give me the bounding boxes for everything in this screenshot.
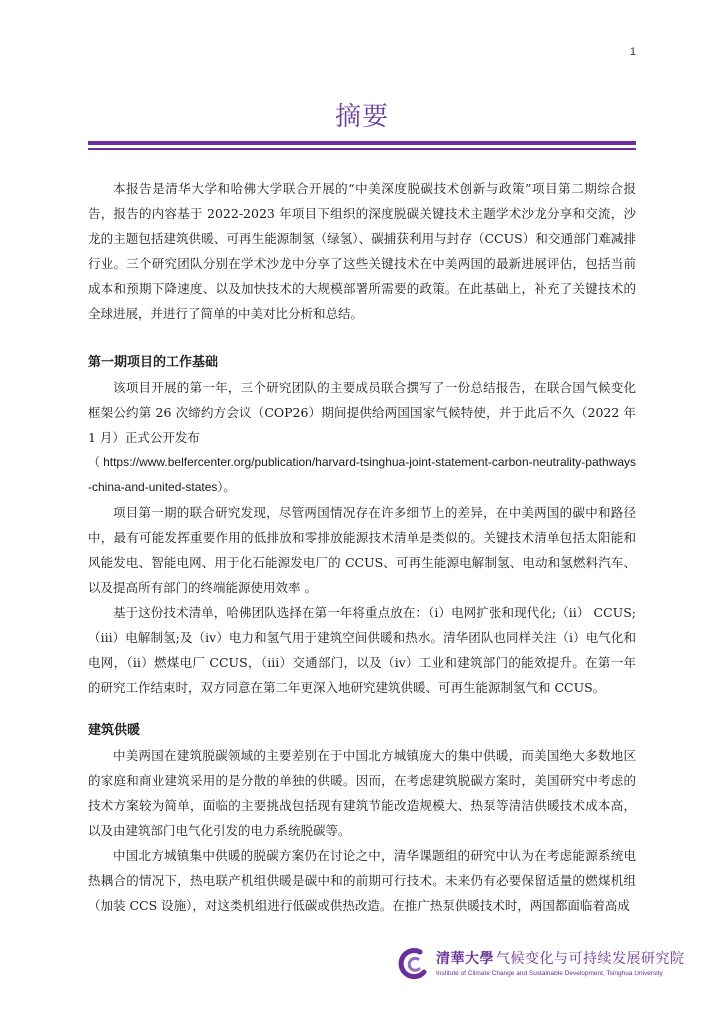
logo-english-text: Institute of Climate Change and Sustainable Development, Tsinghua University <box>436 970 663 977</box>
document-body <box>88 176 636 918</box>
institute-logo-icon <box>398 948 430 980</box>
institute-logo <box>398 946 685 986</box>
report-url: （https://www.belfercenter.org/publication/harvard-tsinghua-joint-statement-carbon-neutrality-pathways-china-and-united-states）。 <box>88 455 636 494</box>
heating-paragraph-2: 中国北方城镇集中供暖的脱碳方案仍在讨论之中，清华课题组的研究中认为在考虑能源系统电热耦合的情况下，热电联产机组供暖是碳中和的前期可行技术。未来仍有必要保留适量的燃煤机组（加装 CCS 设施），对这类机组进行低碳或供热改造。在推广热泵供暖技术时，两国都面临着高成 <box>88 848 636 913</box>
logo-institute-name: 气候变化与可持续发展研究院 <box>496 951 685 967</box>
section-heading-phase1: 第一期项目的工作基础 <box>88 355 219 370</box>
title-rule-thick <box>88 141 636 145</box>
intro-paragraph: 本报告是清华大学和哈佛大学联合开展的“中美深度脱碳技术创新与政策”项目第二期综合报告，报告的内容基于 2022-2023 年项目下组织的深度脱碳关键技术主题学术沙龙分享和交流，沙龙的主题包括建筑供暖、可再生能源制氢（绿氢）、碳捕获利用与封存（CCUS）和交通部门难减排行业。三个研究团队分别在学术沙龙中分享了这些关键技术在中美两国的最新进展评估，包括当前成本和预期下降速度、以及加快技术的大规模部署所需要的政策。在此基础上，补充了关键技术的全球进展，并进行了简单的中美对比分析和总结。 <box>88 181 636 321</box>
logo-chinese-text <box>436 948 685 968</box>
phase1-paragraph-2: 项目第一期的联合研究发现，尽管两国情况存在许多细节上的差异，在中美两国的碳中和路径中，最有可能发挥重要作用的低排放和零排放能源技术清单是类似的。关键技术清单包括太阳能和风能发电、智能电网、用于化石能源发电厂的 CCUS、可再生能源电解制氢、电动和氢燃料汽车、以及提高所有部门的终端能源使用效率 。 <box>88 505 636 595</box>
title-rule-thin <box>88 148 636 150</box>
phase1-paragraph-1: 该项目开展的第一年，三个研究团队的主要成员联合撰写了一份总结报告，在联合国气候变化框架公约第 26 次缔约方会议（COP26）期间提供给两国国家气候特使，并于此后不久（2022 年 1 月）正式公开发布 <box>88 380 636 445</box>
page-title: 摘要 <box>334 102 389 132</box>
section-heading-heating: 建筑供暖 <box>88 723 141 738</box>
phase1-paragraph-3: 基于这份技术清单，哈佛团队选择在第一年将重点放在：（i）电网扩张和现代化;（ii） CCUS;（iii）电解制氢;及（iv）电力和氢气用于建筑空间供暖和热水。清华团队也同样关注（i）电气化和电网，（ii）燃煤电厂 CCUS，（iii）交通部门，以及（iv）工业和建筑部门的能效提升。在第一年的研究工作结束时，双方同意在第二年更深入地研究建筑供暖、可再生能源制氢气和 CCUS。 <box>88 605 636 695</box>
logo-school-name: 清華大學 <box>436 951 494 967</box>
heating-paragraph-1: 中美两国在建筑脱碳领域的主要差别在于中国北方城镇庞大的集中供暖，而美国绝大多数地区的家庭和商业建筑采用的是分散的单独的供暖。因而，在考虑建筑脱碳方案时，美国研究中考虑的技术方案较为简单，面临的主要挑战包括现有建筑节能改造规模大、热泵等清洁供暖技术成本高，以及由建筑部门电气化引发的电力系统脱碳等。 <box>88 748 636 838</box>
page-number: 1 <box>629 46 636 58</box>
